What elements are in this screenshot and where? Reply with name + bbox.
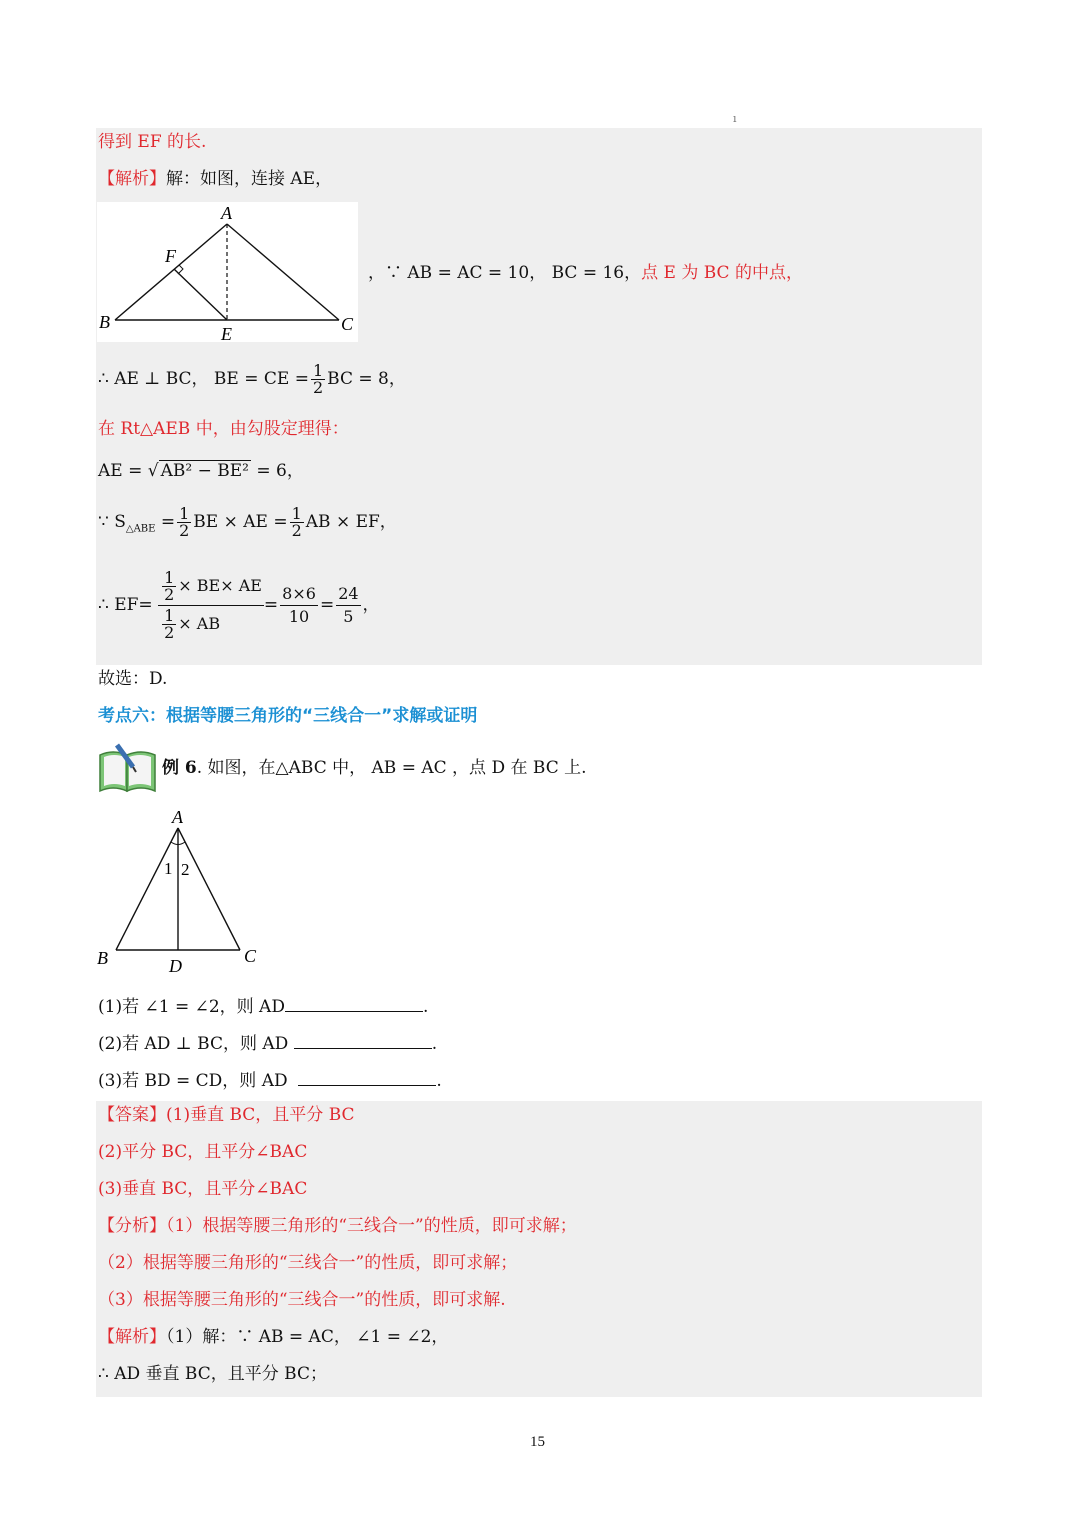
question-2-text: (2)若 AD ⊥ BC，则 AD [98,1034,289,1054]
jiexi-line-1 [98,1325,448,1349]
fig1-label-a: A [221,203,232,223]
area-fraction-2: $\frac{1}{2}$ [291,504,302,540]
figure-triangle-abc-e-f [97,202,358,342]
figure-2-svg [94,806,264,978]
question-1-end: . [422,997,429,1017]
fig1-label-b: B [99,312,110,332]
example-line [162,756,587,780]
figure-1-svg [97,202,358,342]
analysis-line-1 [98,1214,577,1238]
fig1-side-text [368,261,803,285]
ae-length-line: AE = √ AB² − BE² = 6， [98,461,304,481]
sqrt-expression: AB² − BE² [160,461,249,481]
analysis-tag: 【分析】 [98,1216,166,1236]
fig1-label-e: E [221,324,232,342]
question-3 [98,1067,442,1093]
area-subscript: △ABE [125,523,156,535]
question-3-text: (3)若 BD = CD，则 AD [98,1071,288,1091]
fig1-label-c: C [341,314,354,334]
ef-line: ∴ EF= $\frac{1}{2}$ × BE× AE $\frac{1}{2}$ × AB = $\frac{8\times 6}{10}$ = $\frac{24}{5}$ ， [98,568,380,642]
page-number: 15 [530,1434,545,1450]
given-conditions: ，∵ AB = AC = 10， BC = 16， [368,263,642,283]
question-1 [98,993,428,1019]
area-eq: = [155,512,176,532]
answer-tag: 【答案】 [98,1105,166,1125]
example-label: 例 6 [162,758,197,778]
answer-blank-1[interactable] [285,993,423,1012]
ef-mid-fraction: $\frac{8\times 6}{10}$ [282,584,316,626]
answer-1: (1)垂直 BC，且平分 BC [166,1105,355,1125]
ef-result-fraction: $\frac{24}{5}$ [338,584,359,626]
ae-perp-text: ∴ AE ⊥ BC， BE = CE = [98,369,309,389]
section-title: 考点六：根据等腰三角形的“三线合一”求解或证明 [98,706,478,726]
question-2-end: . [431,1034,438,1054]
jiexi-tag: 【解析】 [98,169,166,189]
fig1-label-f: F [165,246,176,266]
ae-lhs: AE = [98,461,143,481]
solution-intro: 解：如图，连接 AE， [166,169,333,189]
answer-blank-3[interactable] [298,1067,436,1086]
example-text: . 如图，在△ABC 中， AB = AC ，点 D 在 BC 上. [196,758,587,778]
ae-perp-line [98,362,406,396]
question-2 [98,1030,437,1056]
question-3-end: . [436,1071,442,1091]
fig2-label-c: C [244,946,257,966]
answer-line-2: (2)平分 BC，且平分∠BAC [98,1142,308,1162]
answer-line-1 [98,1103,355,1127]
fig2-angle-1: 1 [164,859,173,878]
question-1-text: (1)若 ∠1 = ∠2，则 AD [98,997,285,1017]
jiexi-line-2: ∴ AD 垂直 BC，且平分 BC； [98,1364,327,1384]
fig2-angle-2: 2 [181,860,190,879]
half-fraction: $\frac{1}{2}$ [312,361,324,397]
area-fraction-1: $\frac{1}{2}$ [179,504,190,540]
area-middle: BE × AE = [193,512,288,532]
answer-blank-2[interactable] [294,1030,432,1049]
fig2-label-b: B [97,948,108,968]
conclusion: 故选：D. [98,669,168,689]
ef-compound-fraction: $\frac{1}{2}$ × BE× AE $\frac{1}{2}$ × AB [158,570,264,641]
figure-isosceles-triangle [94,806,264,978]
fig2-label-d: D [169,956,182,976]
area-symbol: ∵ S [98,512,126,532]
header-mark: ı [733,112,737,125]
jiexi-tag-2: 【解析】 [98,1327,166,1347]
jiexi-1: （1）解：∵ AB = AC， ∠1 = ∠2， [166,1327,449,1347]
ef-tail: ， [362,595,380,615]
answer-line-3: (3)垂直 BC，且平分∠BAC [98,1179,308,1199]
midpoint-condition: 点 E 为 BC 的中点， [641,263,803,283]
ef-lhs: ∴ EF= [98,595,153,615]
book-pen-icon [97,741,159,793]
solution-line-2 [98,167,332,191]
fig2-label-a: A [172,807,183,827]
area-line [98,502,397,549]
analysis-line-2: （2）根据等腰三角形的“三线合一”的性质，即可求解； [98,1253,518,1273]
analysis-1: （1）根据等腰三角形的“三线合一”的性质，即可求解； [166,1216,577,1236]
rt-triangle-line: 在 Rt△AEB 中，由勾股定理得： [98,419,349,439]
area-tail: AB × EF， [305,512,397,532]
analysis-line-3: （3）根据等腰三角形的“三线合一”的性质，即可求解. [98,1290,506,1310]
solution-line-1: 得到 EF 的长. [98,132,207,152]
be-value: BC = 8， [327,369,406,389]
ae-result: = 6， [250,461,304,481]
